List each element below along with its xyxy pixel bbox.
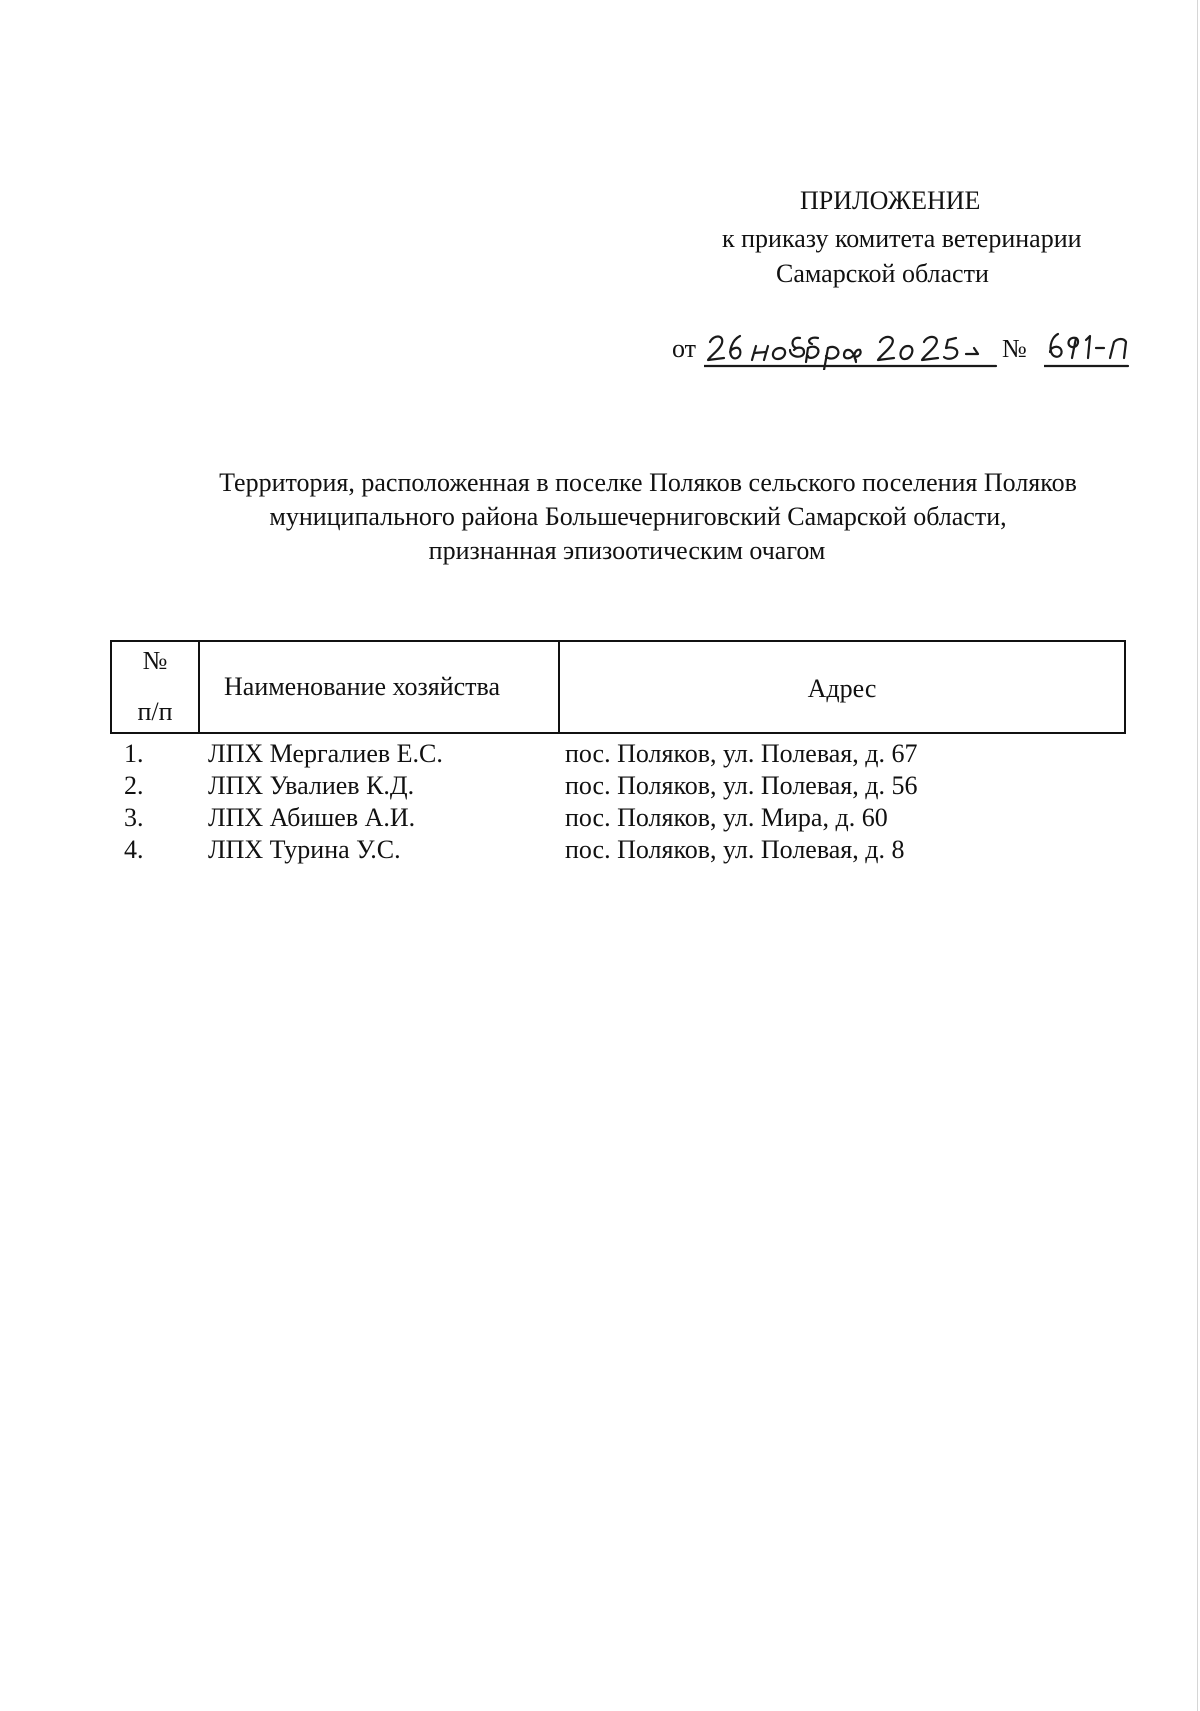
table-row — [0, 770, 1200, 802]
header-address-label: Адрес — [807, 674, 877, 703]
header-number-symbol: № — [142, 646, 168, 675]
header-cell-number — [112, 642, 200, 732]
header-number-pp: п/п — [137, 697, 173, 726]
header-cell-address — [560, 642, 1124, 732]
document-title-line-2: муниципального района Большечерниговский Самарской области, — [269, 502, 1007, 531]
row-number: 1. — [124, 739, 144, 768]
row-address: пос. Поляков, ул. Мира, д. 60 — [565, 803, 888, 832]
row-number: 2. — [124, 771, 144, 800]
row-number: 3. — [124, 803, 144, 832]
appendix-subtitle-line: к приказу комитета ветеринарии — [722, 224, 1082, 253]
table-header — [110, 640, 1126, 734]
document-title-line-1: Территория, расположенная в поселке Поляков сельского поселения Поляков — [219, 468, 1077, 497]
row-farm-name: ЛПХ Турина У.С. — [208, 835, 401, 864]
table-row — [0, 802, 1200, 834]
row-address: пос. Поляков, ул. Полевая, д. 56 — [565, 771, 918, 800]
document-title-line-3: признанная эпизоотическим очагом — [428, 536, 826, 565]
table-body — [0, 738, 1200, 866]
order-from-label: от — [672, 334, 697, 363]
row-farm-name: ЛПХ Увалиев К.Д. — [208, 771, 415, 800]
row-farm-name: ЛПХ Абишев А.И. — [208, 803, 416, 832]
row-number: 4. — [124, 835, 144, 864]
handwritten-order-date — [704, 326, 998, 370]
header-farm-name-label: Наименование хозяйства — [224, 672, 501, 701]
row-farm-name: ЛПХ Мергалиев Е.С. — [208, 739, 443, 768]
table-row — [0, 738, 1200, 770]
appendix-region-line: Самарской области — [776, 259, 989, 288]
document-title — [120, 466, 1120, 568]
row-address: пос. Поляков, ул. Полевая, д. 67 — [565, 739, 918, 768]
order-reference — [672, 326, 1132, 370]
order-number-label: № — [1002, 334, 1027, 363]
table-row — [0, 834, 1200, 866]
row-address: пос. Поляков, ул. Полевая, д. 8 — [565, 835, 905, 864]
appendix-title: ПРИЛОЖЕНИЕ — [800, 186, 981, 215]
header-cell-farm-name — [200, 642, 560, 732]
handwritten-order-number — [1044, 326, 1130, 370]
